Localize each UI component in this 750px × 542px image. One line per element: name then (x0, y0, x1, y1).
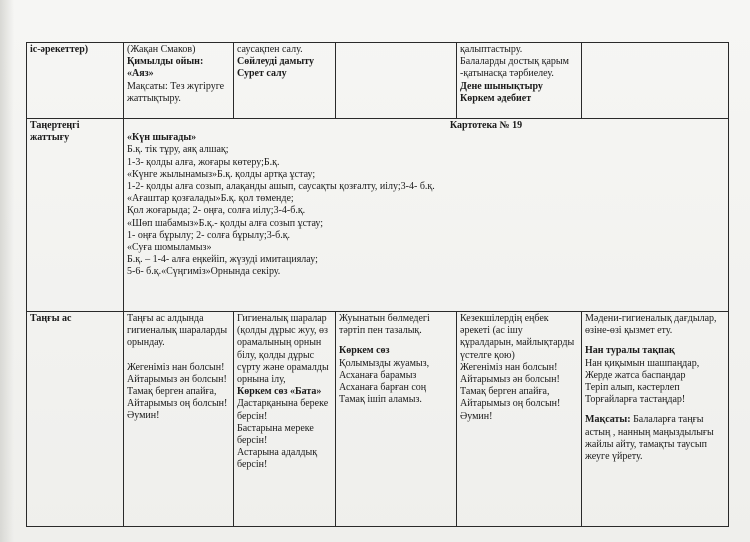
goal-label: Мақсаты: (585, 414, 631, 426)
exercise-line: Қол жоғарыда; 2- оңға, солға иілу;3-4-б.қ. (127, 205, 306, 217)
poem-line: Асханаға барған соң (339, 382, 427, 394)
breakfast-col5 (457, 312, 582, 527)
card-number: Картотека № 19 (449, 120, 523, 131)
table-row-breakfast (27, 312, 729, 527)
poem-line: Жерде жатса баспаңдар (585, 369, 686, 381)
activity-subject: Көркем әдебиет (460, 92, 532, 104)
row-label-morning (27, 119, 124, 312)
game-title: Қимылды ойын: (127, 56, 204, 68)
exercise-title: «Күн шығады» (127, 132, 197, 144)
exercise-line: «Күнге жылынамыз»Б.қ. қолды артқа ұстау; (127, 168, 316, 180)
activities-col4 (336, 43, 457, 119)
exercise-line: Б.қ. тік тұру, аяқ алшақ; (127, 144, 229, 156)
exercise-line: 1-3- қолды алға, жоғары көтеру;Б.қ. (127, 156, 280, 168)
row-label-activities (27, 43, 124, 119)
game-goal: Мақсаты: Тез жүгіруге жаттықтыру. (127, 80, 225, 104)
author-text: (Жақан Смаков) (127, 44, 196, 55)
poem-line: Асханаға барамыз (339, 369, 417, 381)
morning-exercise-content (124, 119, 729, 312)
table-row-activities (27, 43, 729, 119)
poem-line: Торғайларға тастаңдар! (585, 394, 686, 406)
poem-heading: Көркем сөз «Бата» (237, 386, 322, 398)
daily-plan-table (26, 42, 729, 527)
activities-col5 (457, 43, 582, 119)
poem-line: Нан қиқымын шашпаңдар, (585, 357, 700, 369)
exercise-line: «Шөп шабамыз»Б.қ.- қолды алға созып ұстау; (127, 217, 324, 229)
activities-label: іс-әрекеттер) (30, 44, 89, 55)
morning-exercise-label: Таңертеңгі жаттығу (30, 120, 80, 144)
game-name: «Аяз» (127, 68, 154, 80)
table-row-morning-exercise (27, 119, 729, 312)
poem-line: Айтарымыз оң болсын! (460, 398, 561, 410)
exercise-line: 1-2- қолды алға созып, алақанды ашып, саусақты қозғалту, иілу;3-4- б.қ. (127, 181, 435, 193)
activities-col2 (124, 43, 234, 119)
poem-line: Айтарымыз ән болсын! (127, 373, 227, 385)
activity-text: қалыптастыру. (460, 44, 523, 55)
poem-line: Бастарына мереке берсін! (237, 422, 314, 447)
activities-col3 (234, 43, 336, 119)
breakfast-intro: Кезекшілердің еңбек әрекеті (ас ішу құралдарын, майлықтарды үстелге қою) (460, 313, 575, 361)
poem-line: Тамақ берген апайға, (127, 386, 217, 398)
poem-line: Теріп алып, кәстерлеп (585, 382, 680, 394)
poem-line: Әумин! (127, 410, 160, 422)
row-label-breakfast (27, 312, 124, 527)
breakfast-intro: Мәдени-гигиеналық дағдылар, өзіне-өзі қызмет ету. (585, 313, 717, 337)
activity-subject: Дене шынықтыру (460, 80, 543, 92)
exercise-line: «Ағаштар қозғалады»Б.қ. қол төменде; (127, 193, 294, 205)
breakfast-label: Таңғы ас (30, 313, 72, 324)
activity-subject: Сурет салу (237, 68, 287, 80)
exercise-line: 1- оңға бұрылу; 2- солға бұрылу;3-б.қ. (127, 229, 291, 241)
poem-line: Қолымызды жуамыз, (339, 357, 430, 369)
breakfast-intro: Таңғы ас алдында гигиеналық шараларды орындау. (127, 313, 228, 349)
breakfast-intro: Жуынатын бөлмедегі тәртіп пен тазалық. (339, 313, 430, 337)
activity-text: Балаларды достық қарым -қатынасқа тәрбиелеу. (460, 56, 569, 80)
activity-text: саусақпен салу. (237, 44, 303, 55)
activity-subject: Сөйлеуді дамыту (237, 56, 314, 68)
poem-heading: Көркем сөз (339, 345, 390, 357)
breakfast-col3 (234, 312, 336, 527)
breakfast-col6 (582, 312, 729, 527)
poem-line: Астарына адалдық берсін! (237, 447, 318, 471)
page-edge-shadow (0, 0, 14, 542)
exercise-line: «Суға шомыламыз» (127, 242, 212, 254)
poem-line: Тамақ ішіп аламыз. (339, 394, 422, 406)
breakfast-col4 (336, 312, 457, 527)
poem-line: Жегеніміз нан болсын! (127, 361, 225, 373)
goal-paragraph (585, 414, 725, 463)
poem-line: Айтарымыз оң болсын! (127, 398, 228, 410)
goal-text: Балаларға таңғы астың , нанның маңыздылығы жайлы айту, тамақты таусып жеугe үйрету. (585, 414, 714, 463)
breakfast-intro: Гигиеналық шаралар (қолды дұрыс жуу, өз орамалының орнын білу, қолды дұрыс сүрту және орамалды орнына ілу, (237, 313, 329, 386)
exercise-line: 5-6- б.қ.«Сүңгиміз»Орнында секіру. (127, 266, 281, 278)
poem-line: Айтарымыз ән болсын! (460, 374, 560, 386)
poem-line: Әумин! (460, 410, 493, 422)
breakfast-col2 (124, 312, 234, 527)
exercise-line: Б.қ. – 1-4- алға еңкейіп, жүзуді имитациялау; (127, 254, 318, 266)
poem-line: Дастарқанына береке берсін! (237, 398, 329, 422)
poem-line: Тамақ берген апайға, (460, 386, 550, 398)
activities-col6 (582, 43, 729, 119)
poem-heading: Нан туралы тақпақ (585, 345, 675, 357)
poem-line: Жегеніміз нан болсын! (460, 361, 558, 373)
